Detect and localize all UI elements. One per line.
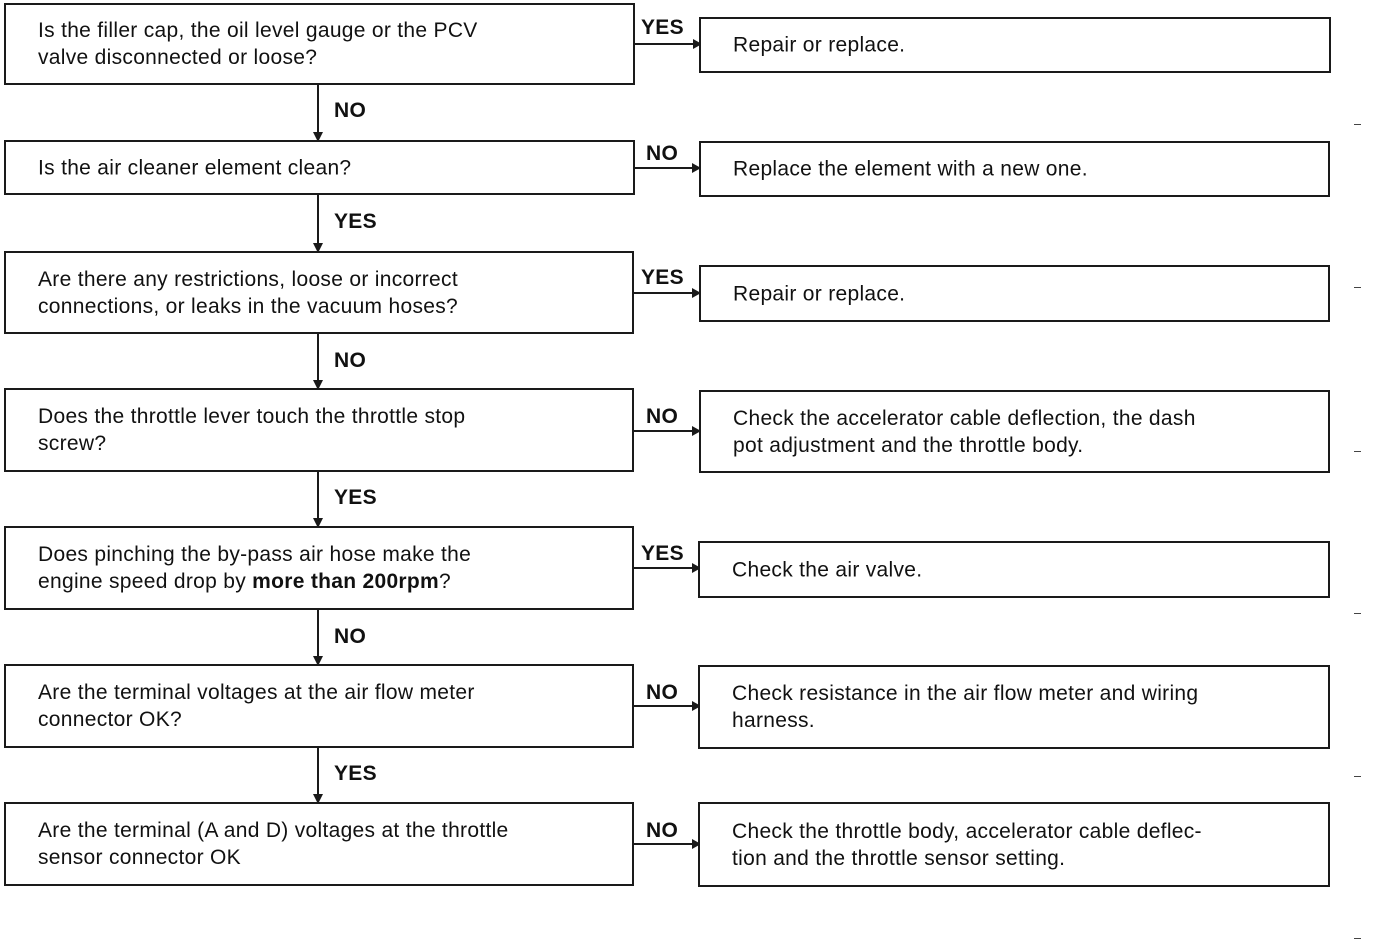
- margin-tick: [1354, 124, 1361, 125]
- margin-tick: [1354, 776, 1361, 777]
- question-box-2: [4, 140, 635, 195]
- continue-label-6: YES: [334, 762, 377, 785]
- question-text-5-prefix: Does pinching the by-pass air hose make the engine speed drop by: [38, 543, 472, 593]
- branch-arrow-6: [634, 705, 699, 707]
- question-text-5-suffix: ?: [439, 570, 451, 593]
- branch-arrow-1: [635, 43, 700, 45]
- question-box-5: [4, 526, 634, 610]
- action-box-2: [699, 141, 1330, 197]
- action-box-5: [698, 541, 1330, 598]
- action-text-2: Replace the element with a new one.: [733, 157, 1088, 181]
- action-text-4: Check the accelerator cable deflection, the dash pot adjustment and the throttle body.: [733, 406, 1196, 457]
- branch-label-4: NO: [646, 405, 679, 428]
- continue-arrow-6: [317, 748, 319, 802]
- action-text-1: Repair or replace.: [733, 33, 906, 57]
- action-box-7: [698, 802, 1330, 887]
- branch-label-5: YES: [641, 542, 684, 565]
- continue-label-4: YES: [334, 486, 377, 509]
- question-text-5-emphasis: more than 200rpm: [252, 570, 439, 593]
- action-text-7: Check the throttle body, accelerator cable deflec- tion and the throttle sensor setting.: [732, 819, 1202, 870]
- question-text-7: Are the terminal (A and D) voltages at the throttle sensor connector OK: [38, 819, 509, 869]
- continue-arrow-3: [317, 334, 319, 388]
- question-box-7: [4, 802, 634, 886]
- action-text-3: Repair or replace.: [733, 282, 906, 305]
- action-box-6: [698, 665, 1330, 749]
- continue-arrow-4: [317, 472, 319, 526]
- branch-label-1: YES: [641, 16, 684, 39]
- branch-label-7: NO: [646, 819, 679, 842]
- branch-label-2: NO: [646, 142, 679, 165]
- action-box-4: [699, 390, 1330, 473]
- margin-tick: [1354, 613, 1361, 614]
- question-text-4: Does the throttle lever touch the throttle stop screw?: [38, 405, 466, 455]
- question-text-1: Is the filler cap, the oil level gauge or the PCV valve disconnected or loose?: [38, 19, 478, 69]
- continue-label-3: NO: [334, 349, 367, 372]
- margin-tick: [1354, 287, 1361, 288]
- action-box-3: [699, 265, 1330, 322]
- action-box-1: [699, 17, 1331, 73]
- branch-label-6: NO: [646, 681, 679, 704]
- question-box-6: [4, 664, 634, 748]
- action-text-6: Check resistance in the air flow meter and wiring harness.: [732, 682, 1199, 732]
- continue-label-5: NO: [334, 625, 367, 648]
- continue-arrow-1: [317, 85, 319, 140]
- question-text-2: Is the air cleaner element clean?: [38, 156, 352, 179]
- branch-arrow-4: [634, 430, 699, 432]
- action-text-5: Check the air valve.: [732, 558, 923, 581]
- continue-label-1: NO: [334, 99, 367, 122]
- continue-arrow-2: [317, 195, 319, 251]
- branch-arrow-3: [634, 292, 699, 294]
- question-box-4: [4, 388, 634, 472]
- branch-arrow-5: [634, 567, 699, 569]
- continue-label-2: YES: [334, 210, 377, 233]
- question-text-3: Are there any restrictions, loose or incorrect connections, or leaks in the vacuum hoses?: [38, 267, 458, 318]
- margin-tick: [1354, 451, 1361, 452]
- branch-arrow-2: [635, 167, 699, 169]
- question-text-5: [38, 541, 618, 595]
- question-text-6: Are the terminal voltages at the air flow meter connector OK?: [38, 681, 475, 731]
- margin-tick: [1354, 938, 1361, 939]
- branch-arrow-7: [634, 843, 699, 845]
- branch-label-3: YES: [641, 266, 684, 289]
- question-box-3: [4, 251, 634, 334]
- question-box-1: [4, 3, 635, 85]
- continue-arrow-5: [317, 610, 319, 664]
